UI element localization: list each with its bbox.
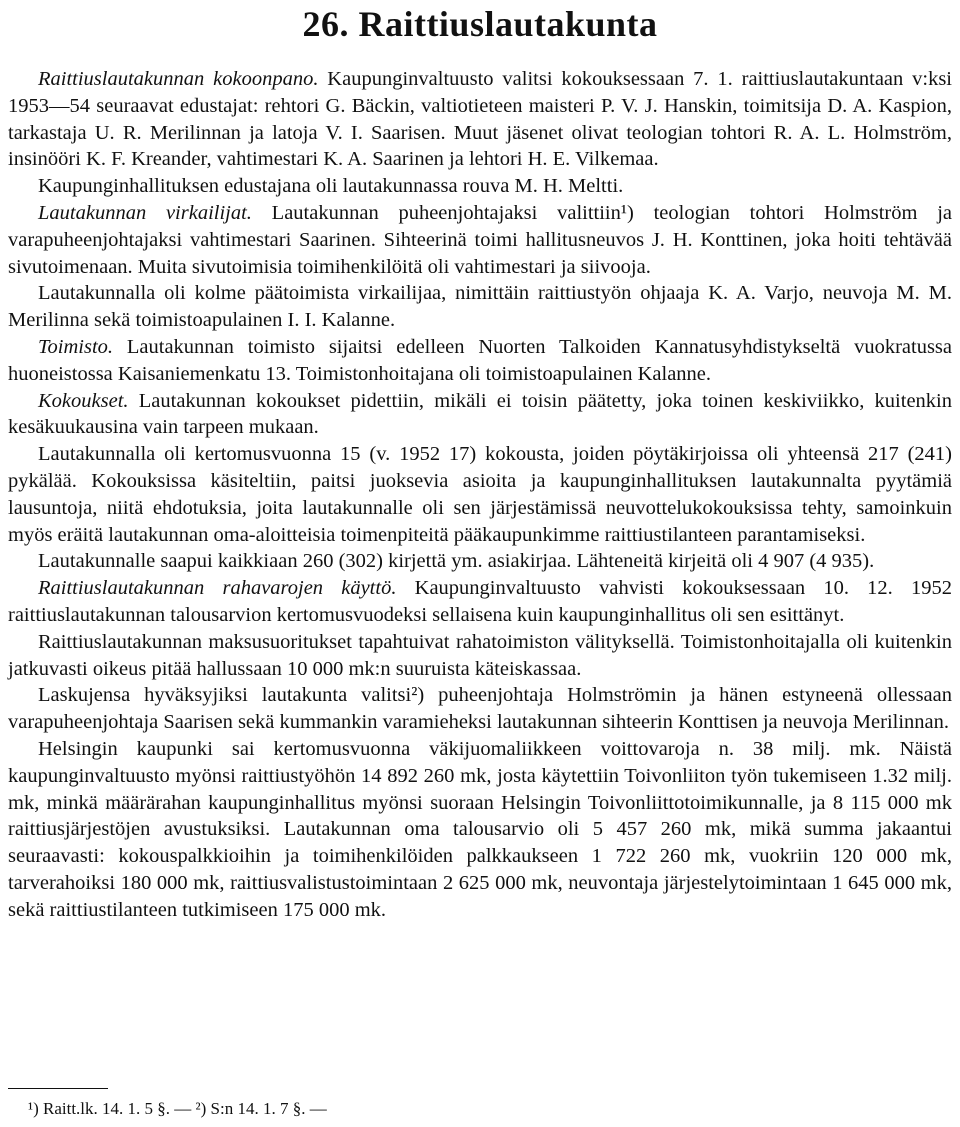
section-heading: Lautakunnan virkailijat. [38, 201, 252, 224]
section-heading: Toimisto. [38, 335, 114, 358]
section-heading: Raittiuslautakunnan kokoonpano. [38, 68, 319, 90]
paragraph [8, 629, 952, 683]
paragraph-text: Lautakunnalla oli kolme päätoimista virkailijaa, nimittäin raittiustyön ohjaaja K. A. Varjo, neuvoja M. M. Merilinna sekä toimistoapulainen I. I. Kalanne. [8, 282, 952, 332]
paragraph [8, 200, 952, 280]
paragraph [8, 441, 952, 548]
footnote-rule [8, 1088, 108, 1089]
footnote: ¹) Raitt.lk. 14. 1. 5 §. — ²) S:n 14. 1. 7 §. — [28, 1099, 327, 1118]
paragraph [8, 575, 952, 629]
section-heading: Kokoukset. [38, 389, 129, 412]
paragraph [8, 548, 952, 575]
paragraph [8, 736, 952, 924]
paragraph-text: Helsingin kaupunki sai kertomusvuonna väkijuomaliikkeen voittovaroja n. 38 milj. mk. Näistä kaupunginvaltuusto myönsi raittiustyöhön 14 892 260 mk, josta käytettiin Toivonliiton työn tukemiseen 1.32 milj. mk, minkä määrärahan kaupunginhallitus myönsi suoraan Helsingin Toivonliittotoimikunnalle, ja 8 115 000 mk raittiusjärjestöjen avustuksiksi. Lautakunnan oma talousarvio oli 5 457 260 mk, mikä summa jakaantui seuraavasti: kokouspalkkioihin ja toimihenkilöiden palkkaukseen 1 722 260 mk, vuokriin 120 000 mk, tarverahoiksi 180 000 mk, raittiusvalistustoimintaan 2 625 000 mk, neuvontaja järjestelytoimintaan 1 645 000 mk, sekä raittiustilanteen tutkimiseen 175 000 mk. [8, 737, 952, 921]
page-title: 26. Raittiuslautakunta [302, 4, 658, 44]
paragraph-text: Raittiuslautakunnan maksusuoritukset tapahtuivat rahatoimiston välityksellä. Toimistonhoitajalla oli kuitenkin jatkuvasti oikeus pitää hallussaan 10 000 mk:n suuruista käteiskassaa. [8, 630, 952, 680]
paragraph-text: Laskujensa hyväksyjiksi lautakunta valitsi²) puheenjohtaja Holmströmin ja hänen estyneenä ollessaan varapuheenjohtaja Saarisen sekä kummankin varamieheksi lautakunnan sihteerin Konttisen ja neuvoja Merilinnan. [8, 684, 952, 734]
paragraph-text: Kaupunginhallituksen edustajana oli lautakunnassa rouva M. H. Meltti. [38, 175, 624, 198]
document-page [8, 0, 952, 924]
paragraph-text: Kaupunginvaltuusto valitsi kokouksessaan 7. 1. raittiuslautakuntaan v:ksi 1953—54 seuraavat edustajat: rehtori G. Bäckin, valtiotieteen maisteri P. V. J. Hanskin, toimitsija D. A. Kaspion, tarkastaja U. R. Merilinnan ja latoja V. I. Saarisen. Muut jäsenet olivat teologian tohtori R. A. L. Holmström, insinööri K. F. Kreander, vahtimestari K. A. Saarinen ja lehtori H. E. Vilkemaa. [8, 68, 952, 171]
paragraph [8, 173, 952, 200]
section-heading: Raittiuslautakunnan rahavarojen käyttö. [38, 577, 397, 600]
paragraph [8, 334, 952, 388]
paragraph [8, 388, 952, 442]
paragraph [8, 280, 952, 334]
paragraph-text: Lautakunnalla oli kertomusvuonna 15 (v. 1952 17) kokousta, joiden pöytäkirjoissa oli yhteensä 217 (241) pykälää. Kokouksissa käsiteltiin, paitsi juoksevia asioita ja kaupunginhallituksen lautakunnalta pyytämiä lausuntoja, niitä ehdotuksia, joita lautakunnalle oli sen järjestämissä neuvottelukokouksissa tehty, samoinkuin myös eräitä lautakunnan oma-aloitteisia toimenpiteitä pääkaupunkimme raittiustilanteen parantamiseksi. [8, 443, 952, 546]
paragraph-text: Kaupunginvaltuusto vahvisti kokouksessaan 10. 12. 1952 raittiuslautakunnan talousarvion kertomusvuodeksi sellaisena kuin kaupunginhallitus oli sen esittänyt. [8, 577, 952, 626]
paragraph-text: Lautakunnan kokoukset pidettiin, mikäli ei toisin päätetty, joka toinen keskiviikko, kuitenkin kesäkuukausina vain tarpeen mukaan. [8, 389, 952, 439]
paragraph-text: Lautakunnalle saapui kaikkiaan 260 (302) kirjettä ym. asiakirjaa. Lähteneitä kirjeitä oli 4 907 (4 935). [38, 550, 875, 573]
paragraph-text: Lautakunnan toimisto sijaitsi edelleen Nuorten Talkoiden Kannatusyhdistykseltä vuokratussa huoneistossa Kaisaniemenkatu 13. Toimistonhoitajana oli toimistoapulainen Kalanne. [8, 335, 952, 385]
paragraph [8, 66, 952, 173]
paragraph [8, 682, 952, 736]
paragraph-text: Lautakunnan puheenjohtajaksi valittiin¹) teologian tohtori Holmström ja varapuheenjohtajaksi vahtimestari Saarinen. Sihteerinä toimi hallitusneuvos J. H. Konttinen, joka hoiti tehtävää sivutoimenaan. Muita sivutoimisia toimihenkilöitä oli vahtimestari ja siivooja. [8, 201, 952, 278]
document-body [8, 66, 952, 924]
